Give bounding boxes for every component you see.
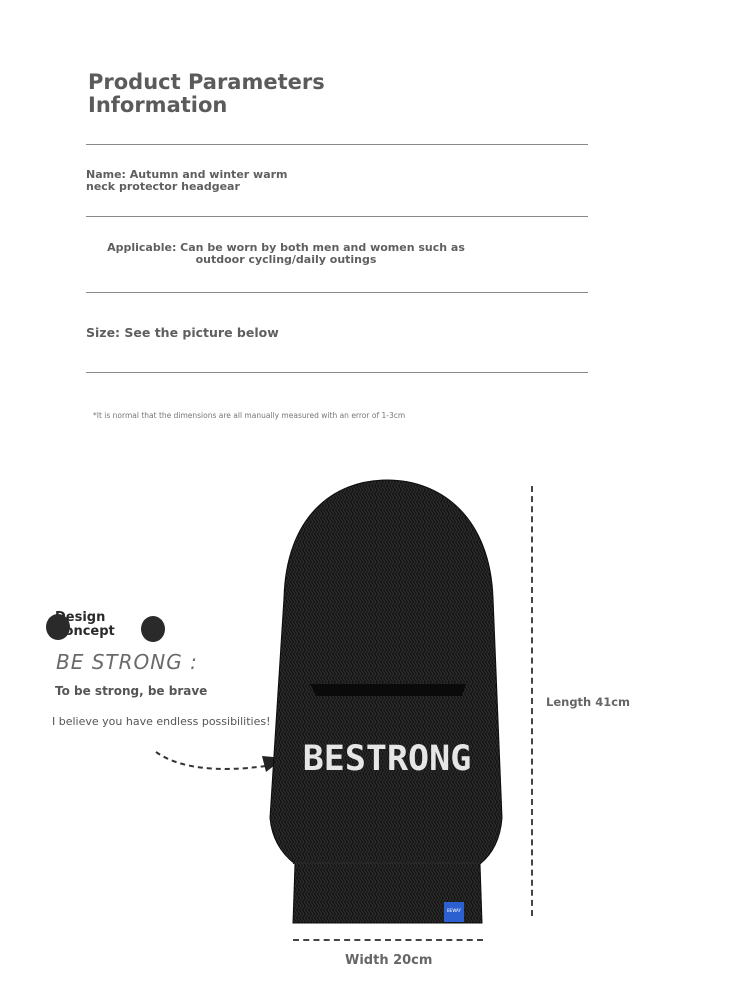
length-label: Length 41cm xyxy=(546,695,631,709)
divider xyxy=(86,144,588,145)
param-name: Name: Autumn and winter warm neck protector headgear xyxy=(86,168,288,193)
length-dimension-line xyxy=(531,486,533,916)
param-applicable: Applicable: Can be worn by both men and women such as outdoor cycling/daily outings xyxy=(107,241,465,266)
divider xyxy=(86,216,588,217)
design-concept-label: Design Concept xyxy=(55,610,115,639)
width-label: Width 20cm xyxy=(345,953,433,968)
concept-line-1: To be strong, be brave xyxy=(55,684,208,698)
concept-line-2: I believe you have endless possibilities! xyxy=(52,715,271,728)
slogan: BE STRONG : xyxy=(56,650,198,674)
divider xyxy=(86,372,588,373)
param-size: Size: See the picture below xyxy=(86,325,279,340)
width-dimension-line xyxy=(293,939,483,941)
divider xyxy=(86,292,588,293)
page-title: Product Parameters Information xyxy=(88,70,325,117)
dot-right xyxy=(141,616,165,642)
brand-tag-text: BEWAY xyxy=(447,908,461,913)
measurement-note: *It is normal that the dimensions are all manually measured with an error of 1-3cm xyxy=(93,411,406,420)
knit-lettering: BESTRONG xyxy=(302,739,472,779)
balaclava-image xyxy=(262,478,512,928)
